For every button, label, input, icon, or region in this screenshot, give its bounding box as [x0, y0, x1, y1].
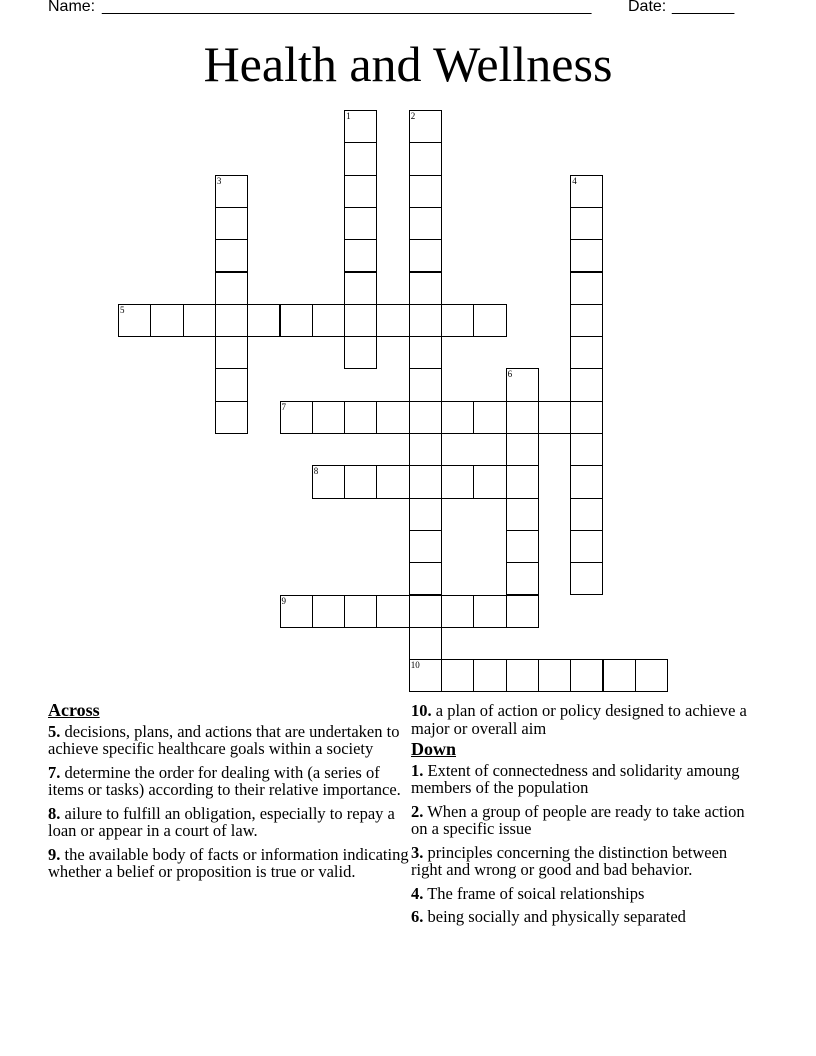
crossword-cell[interactable]: [473, 659, 506, 692]
clue-text: a plan of action or policy designed to achieve a major or overall aim: [411, 701, 747, 738]
crossword-cell[interactable]: [409, 401, 442, 434]
clue-number: 7.: [48, 762, 61, 782]
crossword-cell[interactable]: [506, 659, 539, 692]
clue-number: 1.: [411, 760, 424, 780]
across-heading: Across: [48, 700, 100, 720]
crossword-cell[interactable]: [570, 272, 603, 305]
crossword-cell[interactable]: [538, 659, 571, 692]
cell-number: 7: [281, 401, 286, 412]
crossword-cell[interactable]: [409, 530, 442, 563]
crossword-cell[interactable]: [473, 465, 506, 498]
across-clues: [48, 702, 410, 887]
crossword-cell[interactable]: [441, 401, 474, 434]
clue-text: The frame of soical relationships: [427, 883, 645, 903]
crossword-cell[interactable]: [570, 336, 603, 369]
crossword-cell[interactable]: [506, 465, 539, 498]
date-line[interactable]: _______: [672, 0, 735, 15]
crossword-cell[interactable]: [215, 336, 248, 369]
crossword-cell[interactable]: [409, 336, 442, 369]
clue-text: determine the order for dealing with (a series of items or tasks) according to their relative importance.: [48, 762, 401, 799]
crossword-cell[interactable]: [441, 304, 474, 337]
crossword-cell[interactable]: [215, 368, 248, 401]
crossword-cell[interactable]: [409, 595, 442, 628]
clue-across-10: [411, 702, 756, 737]
crossword-cell[interactable]: [409, 304, 442, 337]
crossword-cell[interactable]: [409, 175, 442, 208]
cell-number: 4: [572, 175, 577, 186]
clue-number: 5.: [48, 721, 61, 741]
crossword-cell[interactable]: [570, 175, 603, 208]
crossword-cell[interactable]: [506, 498, 539, 531]
crossword-cell[interactable]: [570, 465, 603, 498]
cell-number: 1: [346, 111, 351, 121]
crossword-cell[interactable]: [344, 110, 377, 143]
clue-text: When a group of people are ready to take action on a specific issue: [411, 801, 745, 838]
crossword-cell[interactable]: [344, 595, 377, 628]
crossword-cell[interactable]: [409, 433, 442, 466]
crossword-cell[interactable]: [409, 498, 442, 531]
clue-across-5: [48, 723, 410, 758]
cell-number: 3: [216, 175, 222, 186]
crossword-cell[interactable]: [344, 207, 377, 240]
down-clues: [411, 702, 756, 932]
crossword-cell[interactable]: [570, 562, 603, 595]
crossword-cell[interactable]: [409, 659, 442, 692]
crossword-cell[interactable]: [441, 595, 474, 628]
crossword-cell[interactable]: [409, 627, 442, 660]
crossword-cell[interactable]: [215, 175, 248, 208]
clue-number: 9.: [48, 844, 61, 864]
name-line[interactable]: _______________________________________________________: [102, 0, 592, 15]
crossword-cell[interactable]: [376, 595, 409, 628]
crossword-cell[interactable]: [312, 401, 345, 434]
crossword-cell[interactable]: [635, 659, 668, 692]
crossword-cell[interactable]: [344, 175, 377, 208]
crossword-cell[interactable]: [473, 304, 506, 337]
crossword-cell[interactable]: [570, 530, 603, 563]
crossword-cell[interactable]: [344, 401, 377, 434]
clue-number: 4.: [411, 883, 424, 903]
crossword-cell[interactable]: [344, 272, 377, 305]
clue-down-4: [411, 885, 756, 903]
crossword-cell[interactable]: [247, 304, 280, 337]
crossword-cell[interactable]: [409, 272, 442, 305]
crossword-cell[interactable]: [473, 401, 506, 434]
page-title: Health and Wellness: [203, 36, 613, 92]
clue-text: ailure to fulfill an obligation, especially to repay a loan or appear in a court of law.: [48, 803, 395, 840]
name-label: Name:: [48, 0, 96, 15]
crossword-cell[interactable]: [506, 401, 539, 434]
cell-number: 2: [410, 111, 416, 121]
date-label: Date:: [628, 0, 667, 15]
cell-number: 5: [120, 304, 125, 315]
clue-across-9: [48, 846, 410, 881]
crossword-cell[interactable]: [570, 659, 603, 692]
clue-across-8: [48, 805, 410, 840]
crossword-cell[interactable]: [280, 595, 313, 628]
crossword-cell[interactable]: [409, 207, 442, 240]
crossword-cell[interactable]: [570, 433, 603, 466]
crossword-cell[interactable]: [215, 239, 248, 272]
crossword-cell[interactable]: [376, 401, 409, 434]
crossword-cell[interactable]: [183, 304, 216, 337]
clue-down-3: [411, 844, 756, 879]
crossword-cell[interactable]: [506, 368, 539, 401]
crossword-cell[interactable]: [570, 498, 603, 531]
clue-down-6: [411, 908, 756, 926]
crossword-cell[interactable]: [570, 304, 603, 337]
crossword-cell[interactable]: [312, 304, 345, 337]
crossword-cell[interactable]: [603, 659, 636, 692]
crossword-cell[interactable]: [344, 336, 377, 369]
clue-number: 10.: [411, 701, 432, 720]
crossword-cell[interactable]: [570, 207, 603, 240]
clue-text: principles concerning the distinction between right and wrong or good and bad behavior.: [411, 842, 728, 879]
crossword-cell[interactable]: [280, 401, 313, 434]
crossword-cell[interactable]: [506, 530, 539, 563]
crossword-cell[interactable]: [473, 595, 506, 628]
crossword-cell[interactable]: [215, 272, 248, 305]
crossword-cell[interactable]: [538, 401, 571, 434]
clue-number: 3.: [411, 842, 424, 862]
crossword-cell[interactable]: [409, 562, 442, 595]
clue-text: Extent of connectedness and solidarity amoung members of the population: [411, 760, 740, 797]
crossword-cell[interactable]: [409, 239, 442, 272]
crossword-cell[interactable]: [409, 142, 442, 175]
crossword-cell[interactable]: [409, 110, 442, 143]
crossword-cell[interactable]: [441, 465, 474, 498]
cell-number: 10: [410, 660, 420, 671]
crossword-cell[interactable]: [215, 304, 248, 337]
crossword-cell[interactable]: [215, 401, 248, 434]
clue-text: being socially and physically separated: [427, 907, 686, 926]
crossword-cell[interactable]: [344, 239, 377, 272]
crossword-cell[interactable]: [344, 304, 377, 337]
clue-text: decisions, plans, and actions that are undertaken to achieve specific healthcare goals within a society: [48, 721, 400, 758]
cell-number: 9: [281, 595, 286, 606]
crossword-cell[interactable]: [150, 304, 183, 337]
crossword-cell[interactable]: [312, 465, 345, 498]
crossword-cell[interactable]: [118, 304, 151, 337]
crossword-cell[interactable]: [570, 401, 603, 434]
clue-down-1: [411, 762, 756, 797]
clue-number: 2.: [411, 801, 424, 821]
cell-number: 8: [313, 466, 319, 477]
clue-across-7: [48, 764, 410, 799]
clue-number: 6.: [411, 907, 424, 926]
crossword-cell[interactable]: [506, 433, 539, 466]
cell-number: 6: [507, 369, 513, 380]
crossword-cell[interactable]: [376, 465, 409, 498]
clue-down-2: [411, 803, 756, 838]
crossword-cell[interactable]: [441, 659, 474, 692]
clue-text: the available body of facts or information indicating whether a belief or proposition is true or valid.: [48, 844, 409, 881]
down-heading: Down: [411, 739, 457, 759]
crossword-cell[interactable]: [280, 304, 313, 337]
crossword-cell[interactable]: [215, 207, 248, 240]
crossword-cell[interactable]: [506, 562, 539, 595]
crossword-cell[interactable]: [312, 595, 345, 628]
header-line: [48, 0, 748, 20]
crossword-cell[interactable]: [344, 465, 377, 498]
crossword-cell[interactable]: [376, 304, 409, 337]
crossword-cell[interactable]: [570, 239, 603, 272]
clue-number: 8.: [48, 803, 61, 823]
crossword-cell[interactable]: [570, 368, 603, 401]
crossword-cell[interactable]: [409, 368, 442, 401]
crossword-cell[interactable]: [506, 595, 539, 628]
crossword-cell[interactable]: [409, 465, 442, 498]
crossword-cell[interactable]: [344, 142, 377, 175]
